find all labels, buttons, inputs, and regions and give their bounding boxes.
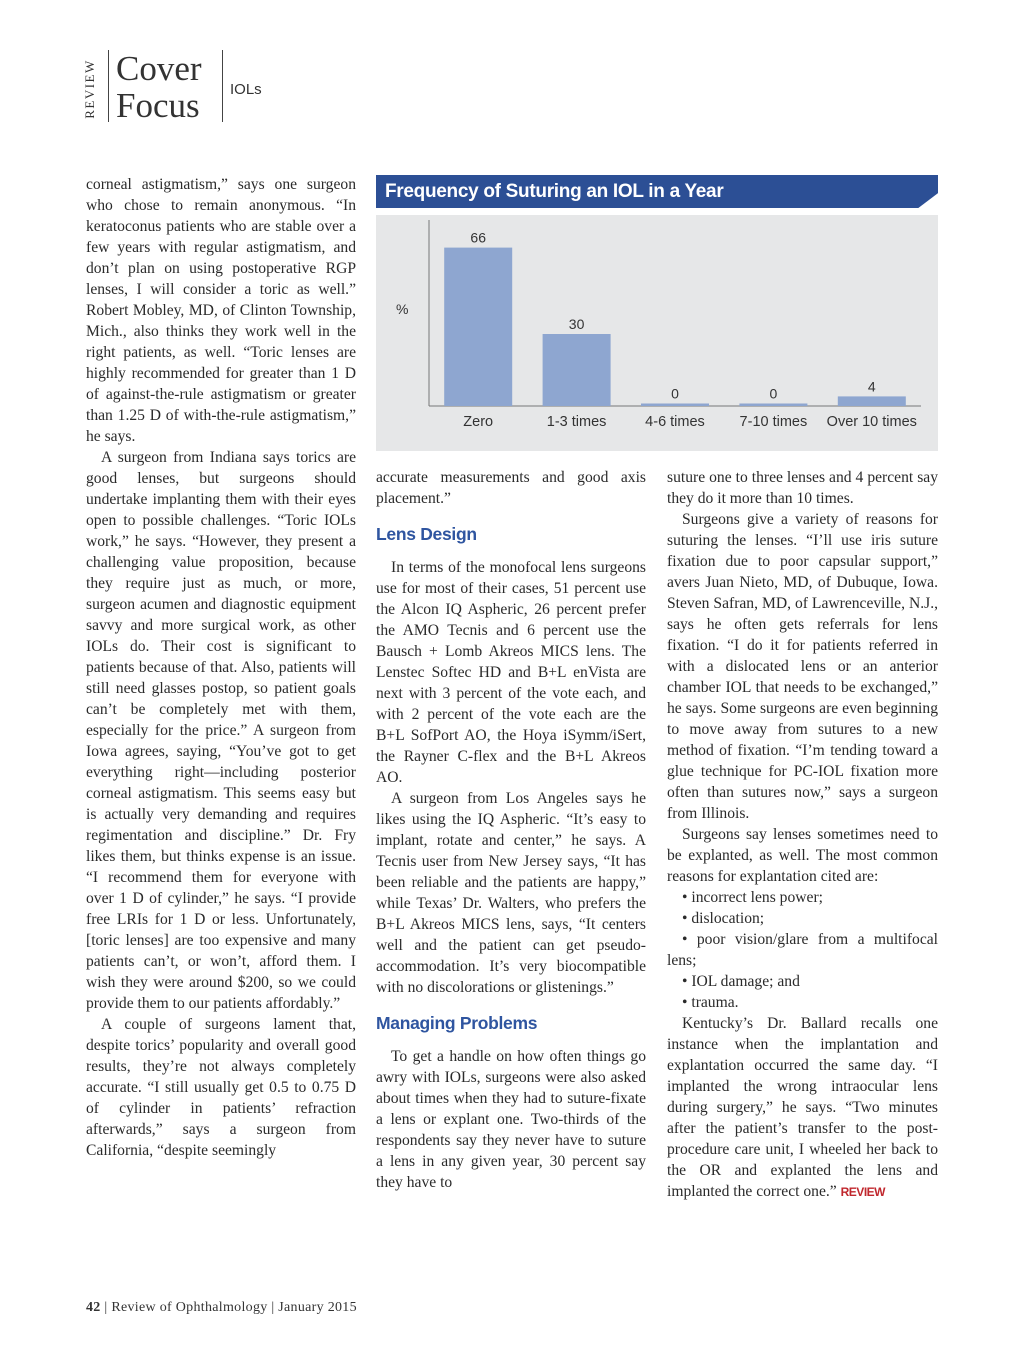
review-end-mark: REVIEW	[840, 1185, 885, 1199]
data-label: 0	[769, 385, 778, 402]
header-divider-2	[222, 50, 223, 122]
section-label: IOLs	[230, 81, 262, 98]
paragraph: corneal astigmatism,” says one surgeon who chose to remain anonymous. “In keratoconus patients who are stable over a few years with regular astigmatism, and don’t plan on using postoperative RGP lenses, I will consider a toric as well.” Robert Mobley, MD, of Clinton Township, Mich., also thinks they work well in the right patients, as well. “Toric lenses are highly recommended for greater than 1 D of against-the-rule astigmatism or greater than 1.25 D of with-the-rule astigmatism,” he says.	[86, 176, 356, 445]
x-tick-label: 4-6 times	[645, 414, 705, 430]
bar-zero	[444, 248, 512, 406]
paragraph: A surgeon from Los Angeles says he likes using the IQ Aspheric. “It’s easy to implant, rotate and center,” he says. A Tecnis user from New Jersey says, “It has been reliable and the patients are happy,” while Texas’ Dr. Walters, who prefers the B+L Akreos MICS lens, says, “It centers well and the patient can get pseudo-accommodation. It’s very biocompatible with no discolorations or glistenings.”	[376, 790, 646, 996]
column-2	[376, 467, 646, 1193]
data-label: 30	[568, 316, 585, 332]
paragraph: A couple of surgeons lament that, despite torics’ popularity and overall good results, they’re not always completely accurate. “I still usually get 0.5 to 0.75 D of cylinder in patients’ refraction afterwards,” says a surgeon from California, “despite seemingly	[86, 1016, 356, 1159]
explant-reasons-list	[667, 887, 938, 1013]
paragraph: To get a handle on how often things go awry with IOLs, surgeons were also asked about times when they had to suture-fixate a lens or explant one. Two-thirds of the respondents say they never have to suture a lens in any given year, 30 percent say they have to	[376, 1048, 646, 1191]
header-title-focus: Focus	[116, 86, 200, 125]
header-title-cover: Cover	[116, 49, 202, 88]
subheading-managing-problems: Managing Problems	[376, 1013, 538, 1033]
data-label: 4	[867, 378, 876, 395]
list-item: • poor vision/glare from a multifocal lens;	[667, 931, 938, 969]
list-item: • dislocation;	[682, 910, 765, 927]
paragraph: accurate measurements and good axis placement.”	[376, 469, 646, 507]
x-tick-label: Over 10 times	[826, 414, 917, 430]
review-vertical-text: REVIEW	[82, 59, 97, 119]
footer-separator: |	[104, 1300, 112, 1315]
issue-date: January 2015	[278, 1300, 357, 1315]
list-item: • incorrect lens power;	[682, 889, 823, 906]
bar-chart	[376, 215, 938, 451]
page-number: 42	[86, 1300, 101, 1315]
paragraph: In terms of the monofocal lens surgeons use for most of their cases, 51 percent use the Alcon IQ Aspheric, 26 percent prefer the AMO Tecnis and 6 percent use the Bausch + Lomb Akreos MICS lens. The Lenstec Softec HD and B+L enVista are next with 3 percent of the vote each, and with 2 percent of the vote each are the B+L SofPort AO, the Hoya iSymm/iSert, the Rayner C-flex and the B+L Akreos AO.	[376, 559, 646, 786]
list-item: • trauma.	[682, 994, 739, 1011]
paragraph: Kentucky’s Dr. Ballard recalls one instance when the implantation and explantation occurred the same day. “I implanted the wrong intraocular lens during surgery,” he says. “Two minutes after the patient’s transfer to the post-procedure care unit, I wheeled her back to the OR and explanted the lens and implanted the correct one.”	[667, 1015, 938, 1200]
subheading-lens-design: Lens Design	[376, 524, 477, 544]
header-divider	[108, 50, 109, 122]
bar-over-10-times	[838, 396, 906, 406]
page-footer	[86, 1300, 357, 1316]
x-tick-label: Zero	[463, 414, 494, 430]
paragraph: A surgeon from Indiana says torics are good lenses, but surgeons should undertake implanting them with their eyes open to possible challenges. “Toric IOLs work,” he says. “However, they present a challenging value proposition, because they require just as much, or more, surgeon acumen and diagnostic equipment savvy and more surgical work, as other IOLs do. Their cost is significant to patients because of that. Also, patients will still need glasses postop, so patient goals can’t be completely met with them, especially for the price.” A surgeon from Iowa agrees, saying, “You’ve got to get everything right—including posterior corneal astigmatism. This seems easy but is actually very demanding and requires regimentation and discipline.” Dr. Fry likes them, but thinks expense is an issue. “I recommend them for everyone with over 1 D of cylinder,” he says. “I provide free LRIs for 1 D or less. Unfortunately, [toric lenses] are too expensive and many patients can’t, or won’t, afford them. I wish they were around $200, so we could provide them to our patients affordably.”	[86, 449, 356, 1012]
data-label: 0	[671, 385, 679, 402]
paragraph: Surgeons say lenses sometimes need to be explanted, as well. The most common reasons for explantation cited are:	[667, 826, 938, 885]
bar-7-10-times	[739, 404, 807, 407]
paragraph: suture one to three lenses and 4 percent say they do it more than 10 times.	[667, 469, 938, 507]
chart-title: Frequency of Suturing an IOL in a Year	[385, 181, 724, 202]
y-axis-label: %	[396, 301, 409, 317]
paragraph: Surgeons give a variety of reasons for suturing the lenses. “I’ll use iris suture fixation due to poor capsular support,” avers Juan Nieto, MD, of Dubuque, Iowa. Steven Safran, MD, of Lawrenceville, N.J., says he often gets referrals for lens fixation. “I do it for patients referred in with a dislocated lens or an anterior chamber IOL that needs to be exchanged,” he says. Some surgeons are even beginning to move away from sutures to a new method of fixation. “I’m tending toward a glue technique for PC-IOL fixation more often than sutures now,” says a surgeon from Illinois.	[667, 511, 938, 822]
list-item: • IOL damage; and	[682, 973, 800, 990]
x-tick-label: 1-3 times	[546, 414, 607, 430]
x-tick-label: 7-10 times	[739, 414, 808, 430]
review-vertical-label	[82, 50, 98, 128]
data-label: 66	[470, 229, 486, 246]
footer-separator: |	[271, 1300, 279, 1315]
publication-name: Review of Ophthalmology	[111, 1300, 268, 1315]
column-1	[86, 174, 356, 1161]
bar-4-6-times	[641, 404, 709, 407]
bar-1-3-times	[543, 334, 611, 406]
column-3	[667, 467, 938, 1203]
